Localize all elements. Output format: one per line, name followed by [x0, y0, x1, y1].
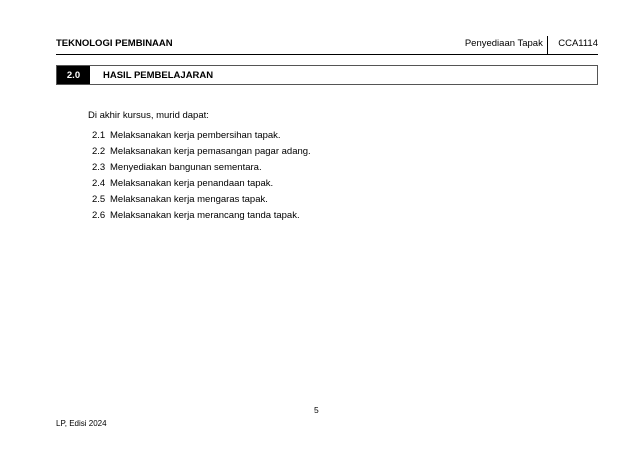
outcome-number: 2.4 [92, 178, 106, 189]
outcome-text: Melaksanakan kerja mengaras tapak. [110, 194, 268, 205]
page-number: 5 [314, 405, 319, 415]
outcome-item [92, 144, 311, 160]
outcome-text: Melaksanakan kerja penandaan tapak. [110, 178, 274, 189]
section-number: 2.0 [57, 66, 90, 84]
outcome-number: 2.3 [92, 162, 106, 173]
header-topic: Penyediaan Tapak [464, 38, 543, 49]
outcome-item [92, 128, 311, 144]
outcome-number: 2.5 [92, 194, 106, 205]
outcome-item [92, 160, 311, 176]
outcome-number: 2.1 [92, 130, 106, 141]
outcome-number: 2.2 [92, 146, 106, 157]
outcome-text: Melaksanakan kerja merancang tanda tapak. [110, 210, 300, 221]
outcome-text: Melaksanakan kerja pemasangan pagar adang. [110, 146, 311, 157]
section-heading [56, 65, 598, 85]
outcome-item [92, 192, 311, 208]
intro-text: Di akhir kursus, murid dapat: [88, 110, 209, 121]
outcomes-list [92, 128, 311, 224]
outcome-item [92, 208, 311, 224]
footer-edition: LP, Edisi 2024 [56, 419, 107, 428]
header-subject: TEKNOLOGI PEMBINAAN [56, 38, 173, 49]
outcome-text: Melaksanakan kerja pembersihan tapak. [110, 130, 281, 141]
page-header [56, 36, 598, 55]
header-code: CCA1114 [558, 38, 598, 49]
header-right [465, 36, 598, 54]
outcome-text: Menyediakan bangunan sementara. [110, 162, 262, 173]
outcome-item [92, 176, 311, 192]
outcome-number: 2.6 [92, 210, 106, 221]
section-title: HASIL PEMBELAJARAN [103, 69, 214, 81]
